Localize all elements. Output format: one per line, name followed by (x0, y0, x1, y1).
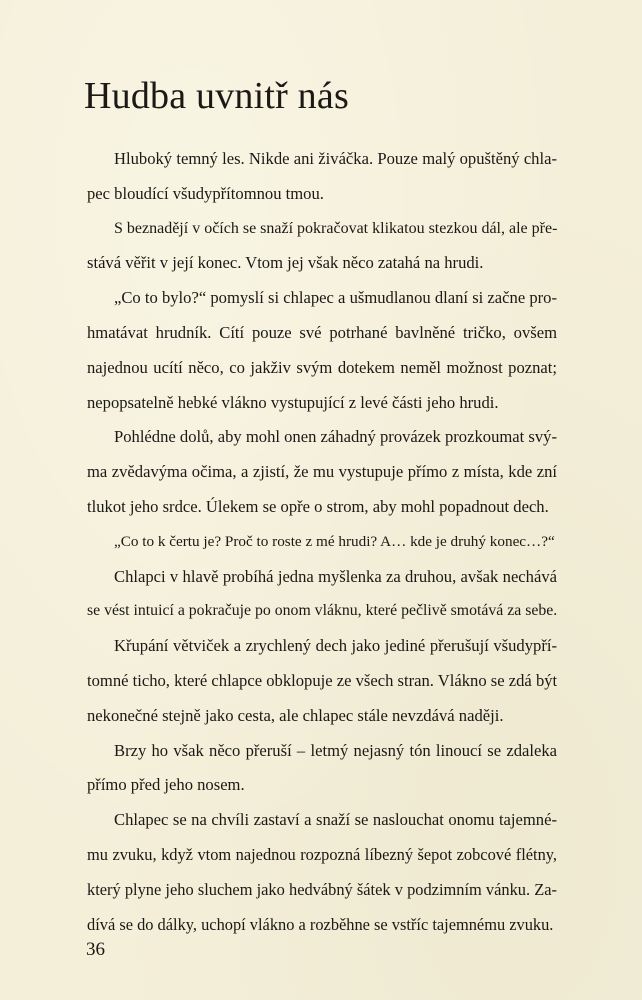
chapter-body-text (87, 142, 557, 942)
text-line: Pohlédne dolů, aby mohl onen záhadný provázek prozkoumat svý- (114, 427, 557, 447)
chapter-title: Hudba uvnitř nás (84, 75, 349, 117)
text-line: S beznadějí v očích se snaží pokračovat klikatou stezkou dál, ale pře- (114, 219, 558, 237)
text-line: Brzy ho však něco přeruší – letmý nejasný tón linoucí se zdaleka (114, 740, 557, 760)
text-line: „Co to bylo?“ pomyslí si chlapec a ušmudlanou dlaní si začne pro- (114, 288, 557, 308)
text-line: Křupání větviček a zrychlený dech jako jediné přerušují všudypří- (114, 636, 557, 656)
text-line: který plyne jeho sluchem jako hedvábný šátek v podzimním vánku. Za- (87, 879, 557, 899)
text-line: Chlapec se na chvíli zastaví a snaží se naslouchat onomu tajemné- (114, 810, 557, 830)
page-number: 36 (86, 939, 105, 960)
text-line: tomné ticho, které chlapce obklopuje ze všech stran. Vlákno se zdá být (87, 670, 558, 690)
text-line: „Co to k čertu je? Proč to roste z mé hrudi? A… kde je druhý konec…?“ (114, 532, 555, 550)
text-line: nepopsatelně hebké vlákno vystupující z levé části jeho hrudi. (87, 392, 499, 412)
text-line: přímo před jeho nosem. (87, 775, 245, 795)
text-line: hmatávat hrudník. Cítí pouze své potrhané bavlněné tričko, ovšem (87, 322, 557, 342)
text-line: tlukot jeho srdce. Úlekem se opře o strom, aby mohl popadnout dech. (87, 496, 549, 516)
text-line: se vést intuicí a pokračuje po onom vláknu, které pečlivě smotává za sebe. (87, 602, 558, 620)
text-line: dívá se do dálky, uchopí vlákno a rozběhne se vstříc tajemnému zvuku. (87, 914, 554, 934)
text-line: ma zvědavýma očima, a zjistí, že mu vystupuje přímo z místa, kde zní (87, 462, 557, 482)
text-line: pec bloudící všudypřítomnou tmou. (87, 183, 324, 203)
text-line: Hluboký temný les. Nikde ani živáčka. Pouze malý opuštěný chla- (114, 149, 557, 168)
text-line: Chlapci v hlavě probíhá jedna myšlenka za druhou, avšak nechává (114, 566, 557, 586)
text-line: najednou ucítí něco, co jakživ svým dotekem neměl možnost poznat; (87, 357, 557, 377)
text-line: stává věřit v její konec. Vtom jej však něco zatahá na hrudi. (87, 253, 484, 273)
text-line: mu zvuku, když vtom najednou rozpozná líbezný šepot zobcové flétny, (87, 844, 557, 864)
text-line: nekonečné stejně jako cesta, ale chlapec stále nevzdává naději. (87, 705, 504, 725)
